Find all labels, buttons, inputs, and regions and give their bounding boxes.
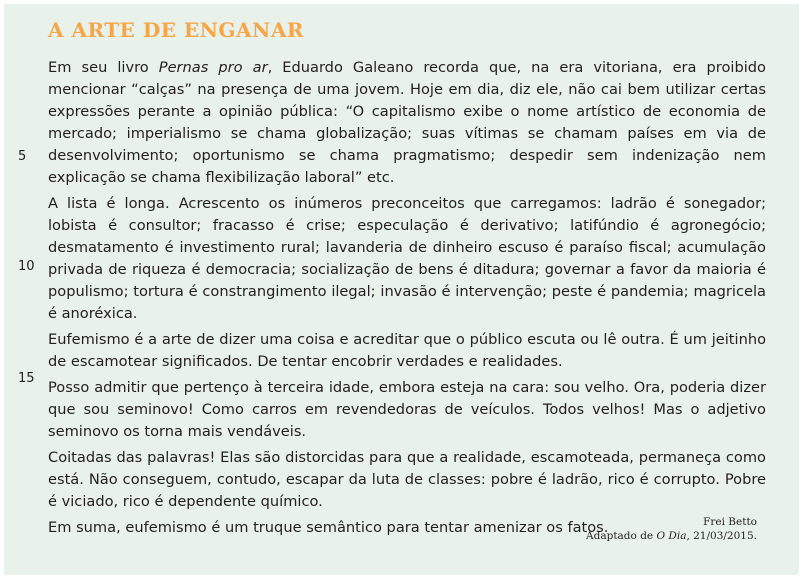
line-number-10: 10 <box>18 259 35 274</box>
author-credit: Frei Betto <box>703 516 757 528</box>
paragraph-1-rest: , Eduardo Galeano recorda que, na era vitoriana, era proibido mencionar “calças” na presença de uma jovem. Hoje em dia, diz ele, não cai bem utilizar certas expressões perante a opinião pública: “O capitalismo exibe o nome artístico de economia de mercado; imperialismo se chama globalização; suas vítimas se chamam países em via de desenvolvimento; oportunismo se chama pragmatismo; despedir sem indenização nem explicação se chama flexibilização laboral” etc. <box>48 59 766 186</box>
paragraph-4: Posso admitir que pertenço à terceira idade, embora esteja na cara: sou velho. Ora, poderia dizer que sou seminovo! Como carros em revendedoras de veículos. Todos velhos! Mas o adjetivo seminovo os torna mais vendáveis. <box>48 379 766 440</box>
paragraph-1-start: Em seu livro <box>48 59 159 76</box>
text-panel <box>4 4 799 575</box>
article-title: A ARTE DE ENGANAR <box>48 18 304 42</box>
line-number-15: 15 <box>18 371 35 386</box>
line-number-5: 5 <box>18 149 27 164</box>
paragraph-3: Eufemismo é a arte de dizer uma coisa e acreditar que o público escuta ou lê outra. É um jeitinho de escamotear significados. De tentar encobrir verdades e realidades. <box>48 331 766 370</box>
article-body <box>48 57 766 543</box>
paragraph-6: Em suma, eufemismo é um truque semântico para tentar amenizar os fatos. <box>48 519 609 536</box>
paragraph-1 <box>48 57 766 189</box>
paragraph-5: Coitadas das palavras! Elas são distorcidas para que a realidade, escamoteada, permaneça como está. Não conseguem, contudo, escapar da luta de classes: pobre é ladrão, rico é corrupto. Pobre é viciado, rico é dependente químico. <box>48 449 766 510</box>
source-name: O Dia <box>656 530 687 542</box>
source-credit <box>586 529 757 543</box>
book-title: Pernas pro ar <box>158 59 268 76</box>
source-date: , 21/03/2015. <box>686 530 757 542</box>
source-prefix: Adaptado de <box>586 530 657 542</box>
paragraph-2: A lista é longa. Acrescento os inúmeros preconceitos que carregamos: ladrão é sonegador; lobista é consultor; fracasso é crise; especulação é derivativo; latifúndio é agronegócio; desmatamento é investimento rural; lavanderia de dinheiro escuso é paraíso fiscal; acumulação privada de riqueza é democracia; socialização de bens é ditadura; governar a favor da maioria é populismo; tortura é constrangimento ilegal; invasão é intervenção; peste é pandemia; magricela é anoréxica. <box>48 195 766 322</box>
